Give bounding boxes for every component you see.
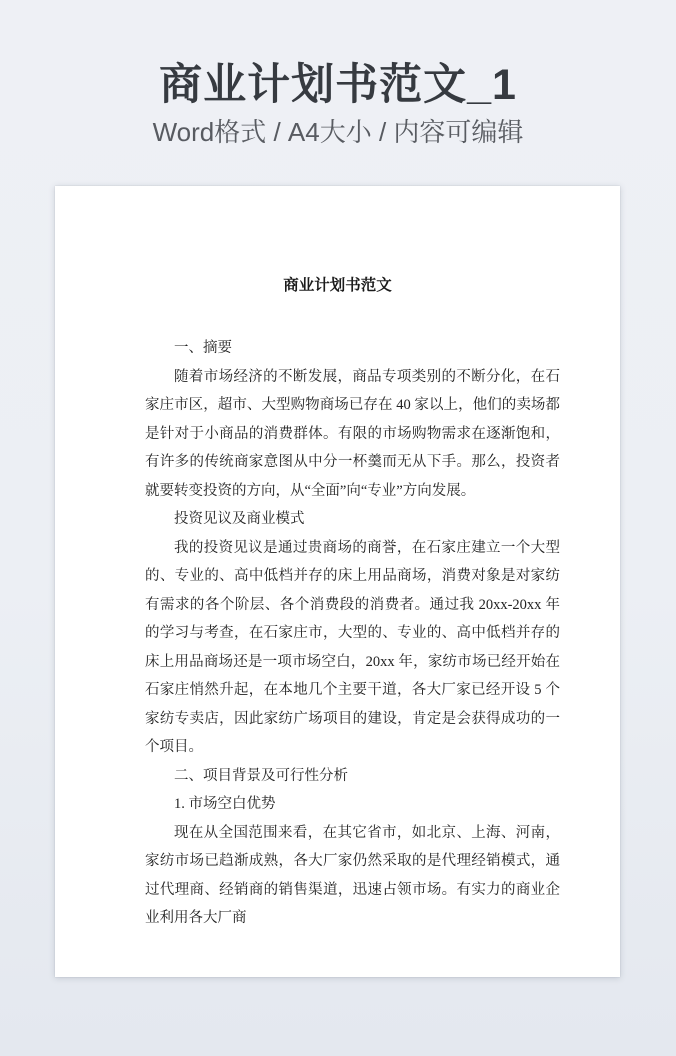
document-page [55, 186, 620, 977]
section-heading: 1. 市场空白优势 [174, 796, 276, 812]
paragraph: 现在从全国范围来看，在其它省市，如北京、上海、河南，家纺市场已趋渐成熟，各大厂家仍然采取的是代理经销模式，通过代理商、经销商的销售渠道，迅速占领市场。有实力的商业企业利用各大厂商 [145, 824, 560, 926]
section-heading: 一、摘要 [174, 340, 232, 356]
document-title: 商业计划书范文 [283, 277, 392, 294]
paragraph: 随着市场经济的不断发展，商品专项类别的不断分化，在石家庄市区，超市、大型购物商场已存在 40 家以上，他们的卖场都是针对于小商品的消费群体。有限的市场购物需求在逐渐饱和，有许多的传统商家意图从中分一杯羹而无从下手。那么，投资者就要转变投资的方向，从“全面”向“专业”方向发展。 [145, 368, 560, 499]
section-heading: 二、项目背景及可行性分析 [174, 767, 348, 784]
section-heading: 投资见议及商业模式 [174, 511, 305, 527]
document-body [145, 334, 560, 933]
paragraph: 我的投资见议是通过贵商场的商誉，在石家庄建立一个大型的、专业的、高中低档并存的床上用品商场，消费对象是对家纺有需求的各个阶层、各个消费段的消费者。通过我 20xx-20xx 年的学习与考查，在石家庄市，大型的、专业的、高中低档并存的床上用品商场还是一项市场空白，20xx 年，家纺市场已经开始在石家庄悄然升起，在本地几个主要干道，各大厂家已经开设 5 个家纺专卖店，因此家纺广场项目的建设，肯定是会获得成功的一个项目。 [145, 539, 560, 755]
listing-title: 商业计划书范文_1 [159, 61, 517, 109]
listing-header [0, 60, 676, 148]
listing-subtitle: Word格式 / A4大小 / 内容可编辑 [152, 117, 524, 147]
